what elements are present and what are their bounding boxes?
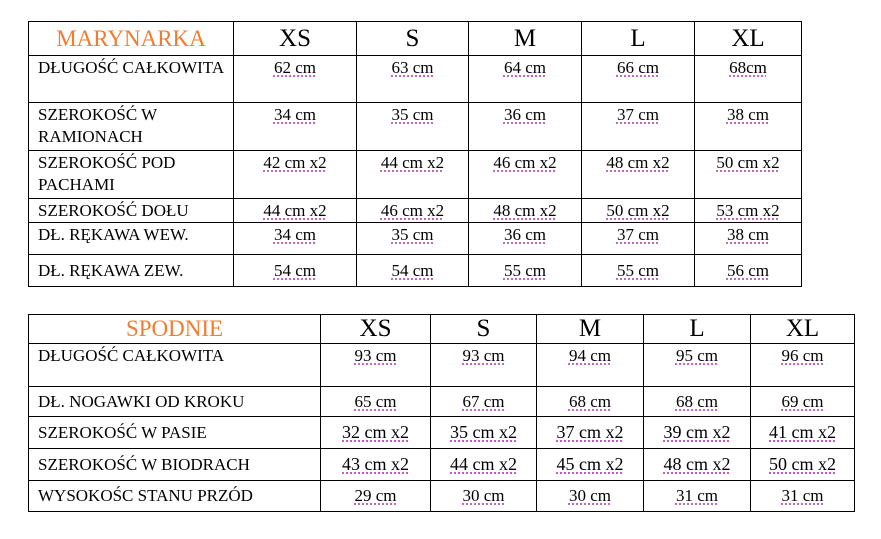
jacket-size-table	[28, 21, 802, 287]
table-cell: 93 cm	[321, 344, 431, 387]
table-cell: 46 cm x2	[357, 199, 469, 223]
size-header: S	[431, 315, 537, 344]
table-cell: 48 cm x2	[469, 199, 582, 223]
table-cell: 35 cm	[357, 223, 469, 255]
table-cell: 64 cm	[469, 56, 582, 103]
row-label: SZEROKOŚĆ W BIODRACH	[29, 449, 321, 481]
table-row	[29, 151, 802, 199]
table-row	[29, 255, 802, 287]
row-label: DŁ. NOGAWKI OD KROKU	[29, 387, 321, 417]
table-cell: 63 cm	[357, 56, 469, 103]
table-cell: 45 cm x2	[537, 449, 644, 481]
table-cell: 68 cm	[537, 387, 644, 417]
table-cell: 39 cm x2	[644, 417, 751, 449]
table-row	[29, 417, 855, 449]
table-cell: 41 cm x2	[751, 417, 855, 449]
table-cell: 68cm	[695, 56, 802, 103]
table-row	[29, 449, 855, 481]
table-cell: 31 cm	[751, 481, 855, 512]
table-cell: 30 cm	[431, 481, 537, 512]
table-cell: 32 cm x2	[321, 417, 431, 449]
table-row	[29, 387, 855, 417]
row-label: WYSOKOŚC STANU PRZÓD	[29, 481, 321, 512]
table-cell: 50 cm x2	[582, 199, 695, 223]
table-cell: 42 cm x2	[234, 151, 357, 199]
table-cell: 36 cm	[469, 103, 582, 151]
table-row	[29, 103, 802, 151]
row-label: SZEROKOŚĆ DOŁU	[29, 199, 234, 223]
size-header: L	[644, 315, 751, 344]
table-cell: 37 cm	[582, 103, 695, 151]
table-cell: 35 cm x2	[431, 417, 537, 449]
jacket-title: MARYNARKA	[29, 22, 234, 56]
table-row	[29, 56, 802, 103]
row-label: DŁUGOŚĆ CAŁKOWITA	[29, 344, 321, 387]
table-cell: 55 cm	[469, 255, 582, 287]
table-cell: 50 cm x2	[751, 449, 855, 481]
table-cell: 36 cm	[469, 223, 582, 255]
table-cell: 54 cm	[234, 255, 357, 287]
size-header: M	[537, 315, 644, 344]
table-cell: 38 cm	[695, 223, 802, 255]
size-header: S	[357, 22, 469, 56]
trousers-size-table	[28, 314, 855, 512]
table-cell: 34 cm	[234, 103, 357, 151]
table-cell: 54 cm	[357, 255, 469, 287]
table-cell: 48 cm x2	[644, 449, 751, 481]
row-label: SZEROKOŚĆ W PASIE	[29, 417, 321, 449]
table-cell: 68 cm	[644, 387, 751, 417]
table-cell: 44 cm x2	[431, 449, 537, 481]
table-cell: 31 cm	[644, 481, 751, 512]
table-cell: 37 cm x2	[537, 417, 644, 449]
row-label: SZEROKOŚĆ W RAMIONACH	[29, 103, 234, 151]
table-cell: 62 cm	[234, 56, 357, 103]
row-label: DŁUGOŚĆ CAŁKOWITA	[29, 56, 234, 103]
size-header: XL	[751, 315, 855, 344]
table-cell: 96 cm	[751, 344, 855, 387]
table-cell: 50 cm x2	[695, 151, 802, 199]
table-cell: 30 cm	[537, 481, 644, 512]
table-cell: 93 cm	[431, 344, 537, 387]
table-row	[29, 223, 802, 255]
row-label: DŁ. RĘKAWA ZEW.	[29, 255, 234, 287]
table-cell: 46 cm x2	[469, 151, 582, 199]
table-cell: 43 cm x2	[321, 449, 431, 481]
size-header: XS	[234, 22, 357, 56]
table-cell: 55 cm	[582, 255, 695, 287]
table-cell: 38 cm	[695, 103, 802, 151]
table-cell: 37 cm	[582, 223, 695, 255]
table-cell: 34 cm	[234, 223, 357, 255]
size-header: XS	[321, 315, 431, 344]
table-cell: 53 cm x2	[695, 199, 802, 223]
table-row	[29, 199, 802, 223]
table-cell: 95 cm	[644, 344, 751, 387]
table-cell: 44 cm x2	[357, 151, 469, 199]
size-header: XL	[695, 22, 802, 56]
table-cell: 48 cm x2	[582, 151, 695, 199]
table-cell: 65 cm	[321, 387, 431, 417]
size-header: L	[582, 22, 695, 56]
table-cell: 94 cm	[537, 344, 644, 387]
table-cell: 66 cm	[582, 56, 695, 103]
row-label: SZEROKOŚĆ POD PACHAMI	[29, 151, 234, 199]
table-cell: 67 cm	[431, 387, 537, 417]
trousers-title: SPODNIE	[29, 315, 321, 344]
row-label: DŁ. RĘKAWA WEW.	[29, 223, 234, 255]
table-cell: 56 cm	[695, 255, 802, 287]
size-header: M	[469, 22, 582, 56]
table-row	[29, 481, 855, 512]
table-cell: 69 cm	[751, 387, 855, 417]
table-cell: 44 cm x2	[234, 199, 357, 223]
table-row	[29, 344, 855, 387]
table-cell: 29 cm	[321, 481, 431, 512]
table-cell: 35 cm	[357, 103, 469, 151]
